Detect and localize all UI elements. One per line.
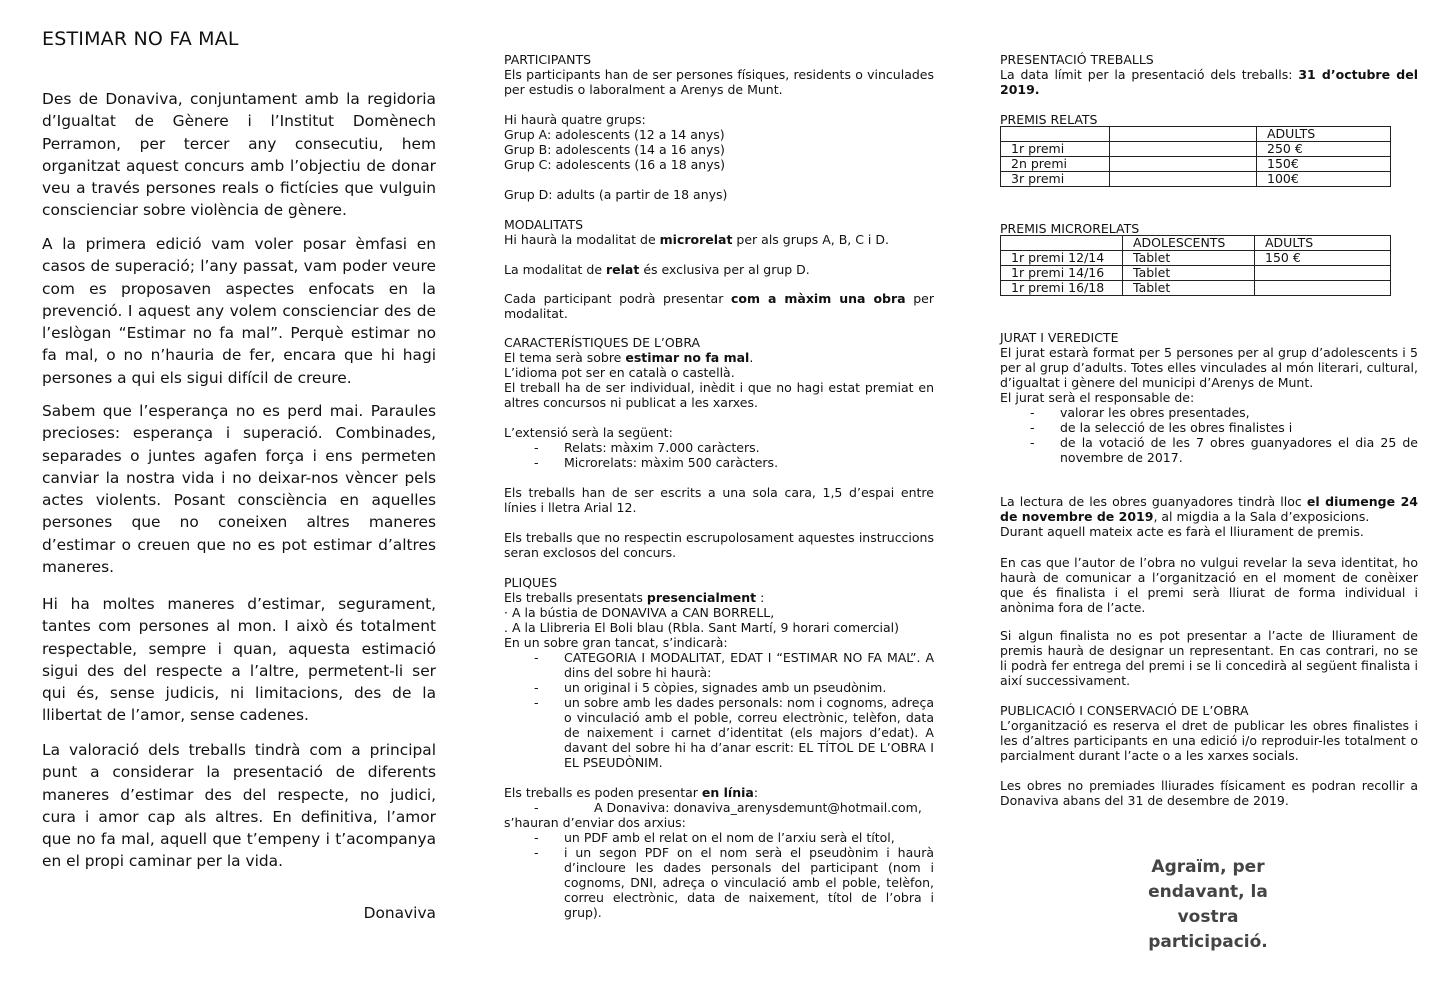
premis-relats-heading: PREMIS RELATS <box>1000 112 1098 127</box>
table-cell: 3r premi <box>1001 172 1110 187</box>
table-row <box>1001 157 1391 172</box>
table-header-adults: ADULTS <box>1257 127 1391 142</box>
publicacio-heading: PUBLICACIÓ I CONSERVACIÓ DE L’OBRA <box>1000 703 1249 718</box>
jurat-section <box>1000 330 1418 465</box>
table-cell <box>1110 157 1257 172</box>
participants-text: Els participants han de ser persones físiques, residents o vinculades per estudis o laboralment a Arenys de Munt. <box>504 67 934 97</box>
intro-paragraph-2: A la primera edició vam voler posar èmfasi en casos de superació; l’any passat, vam poder veure com es proposaven aspectes enfocats en la prevenció. I aquest any volem conscienciar des de l’eslògan “Estimar no fa mal”. Perquè estimar no fa mal, o no n’hauria de fer, encara que hi hagi persones a qui els sigui difícil de creure. <box>42 235 436 387</box>
modalitat-microrelat: Hi haurà la modalitat de microrelat per als grups A, B, C i D. <box>504 232 889 247</box>
sobre-intro: En un sobre gran tancat, s’indicarà: <box>504 635 728 650</box>
group-d: Grup D: adults (a partir de 18 anys) <box>504 187 728 202</box>
en-linia-intro: Els treballs es poden presentar en línia: <box>504 785 759 800</box>
email-line: - A Donaviva: donaviva_arenysdemunt@hotmail.com, <box>534 800 922 815</box>
table-cell <box>1110 142 1257 157</box>
modalitats-section <box>504 217 934 247</box>
dos-arxius-text: s’hauran d’enviar dos arxius: <box>504 815 686 830</box>
table-row <box>1001 142 1391 157</box>
table-cell: Tablet <box>1123 251 1255 266</box>
table-cell <box>1255 281 1391 296</box>
signature: Donaviva <box>363 904 436 922</box>
lectura-section <box>1000 494 1418 539</box>
data-limit-text: La data límit per la presentació dels treballs: 31 d’octubre del 2019. <box>1000 67 1418 97</box>
table-cell: 150€ <box>1257 157 1391 172</box>
table-cell <box>1110 172 1257 187</box>
table-row <box>1001 281 1391 296</box>
table-row <box>1001 251 1391 266</box>
pliques-heading: PLIQUES <box>504 575 558 590</box>
group-a: Grup A: adolescents (12 a 14 anys) <box>504 127 725 142</box>
individual-text: El treball ha de ser individual, inèdit i que no hagi estat premiat en altres concursos ni publicat a les xarxes. <box>504 380 934 410</box>
presentacio-section <box>1000 52 1418 97</box>
table-cell: Tablet <box>1123 281 1255 296</box>
lliurament-text: Durant aquell mateix acte es farà el lliurament de premis. <box>1000 524 1364 539</box>
presentacio-heading: PRESENTACIÓ TREBALLS <box>1000 52 1154 67</box>
publicacio-section <box>1000 703 1418 763</box>
sobre-item-categoria: - CATEGORIA I MODALITAT, EDAT I “ESTIMAR NO FA MAL”. A dins del sobre hi haurà: <box>534 650 934 680</box>
table-cell <box>1110 127 1257 142</box>
extensio-intro: L’extensió serà la següent: <box>504 425 673 440</box>
table-cell: 1r premi <box>1001 142 1110 157</box>
premis-microrelats-heading: PREMIS MICRORELATS <box>1000 221 1140 236</box>
table-cell: 1r premi 12/14 <box>1001 251 1123 266</box>
thanks-message: Agraïm, per endavant, la vostra participació. <box>1148 857 1268 952</box>
extensio-microrelats: - Microrelats: màxim 500 caràcters. <box>534 455 934 470</box>
bustia-text: · A la bústia de DONAVIVA a CAN BORRELL, <box>504 605 775 620</box>
email-text: A Donaviva: donaviva_arenysdemunt@hotmail.com, <box>594 800 922 815</box>
intro-paragraph-5: La valoració dels treballs tindrà com a principal punt a considerar la presentació de diferents maneres d’estimar des del respecte, no judici, cura i amor cap als altres. En definitiva, l’amor que no fa mal, aquell que t’empeny i t’acompanya en el propi caminar per la vida. <box>42 741 436 871</box>
publicacio-text: L’organització es reserva el dret de publicar les obres finalistes i les d’altres participants en una edició i/o reproduir-les totalment o parcialment durant l’acte o a les xarxes socials. <box>1000 718 1418 763</box>
extensio-section <box>504 425 934 470</box>
table-cell: 150 € <box>1255 251 1391 266</box>
jurat-item-seleccio: - de la selecció de les obres finalistes i <box>1030 420 1418 435</box>
table-row <box>1001 236 1391 251</box>
groups-intro: Hi haurà quatre grups: <box>504 112 646 127</box>
group-c: Grup C: adolescents (16 a 18 anys) <box>504 157 725 172</box>
table-header-adolescents: ADOLESCENTS <box>1123 236 1255 251</box>
no-premiades-text: Les obres no premiades lliurades físicament es podran recollir a Donaviva abans del 31 de desembre de 2019. <box>1000 778 1418 808</box>
exclosos-text: Els treballs que no respectin escrupolosament aquestes instruccions seran exclosos del concurs. <box>504 530 934 560</box>
groups-list <box>504 112 934 172</box>
table-cell <box>1255 266 1391 281</box>
pliques-section <box>504 575 934 770</box>
sobre-item-original: - un original i 5 còpies, signades amb un pseudònim. <box>534 680 934 695</box>
lectura-text: La lectura de les obres guanyadores tindrà lloc el diumenge 24 de novembre de 2019, al migdia a la Sala d’exposicions. <box>1000 494 1418 524</box>
table-cell: 250 € <box>1257 142 1391 157</box>
table-cell: 100€ <box>1257 172 1391 187</box>
intro-paragraph-4: Hi ha moltes maneres d’estimar, segurament, tantes com persones al mon. I això és totalment respectable, sempre i quan, aquesta estimació sigui des del respecte a l’altre, permetent-li ser qui és, sense judicis, ni limitacions, des de la llibertat de l’amor, sense cadenes. <box>42 595 436 725</box>
table-cell <box>1001 236 1123 251</box>
presencial-intro: Els treballs presentats presencialment : <box>504 590 765 605</box>
table-cell: Tablet <box>1123 266 1255 281</box>
participants-heading: PARTICIPANTS <box>504 52 592 67</box>
table-cell <box>1001 127 1110 142</box>
en-linia-section <box>504 785 934 920</box>
participants-section <box>504 52 934 97</box>
idioma-text: L’idioma pot ser en català o castellà. <box>504 365 735 380</box>
premis-microrelats-table <box>1000 235 1391 296</box>
group-b: Grup B: adolescents (14 a 16 anys) <box>504 142 725 157</box>
modalitat-maxim: Cada participant podrà presentar com a màxim una obra per modalitat. <box>504 291 934 321</box>
identitat-text: En cas que l’autor de l’obra no vulgui revelar la seva identitat, ho haurà de comunicar a l’organització en el moment de conèixer que és finalista i el premi serà lliurat de forma individual i anònima fora de l’acte. <box>1000 555 1418 615</box>
modalitats-heading: MODALITATS <box>504 217 584 232</box>
caracteristiques-section <box>504 335 934 410</box>
premis-relats-table <box>1000 126 1391 187</box>
jurat-text: El jurat estarà format per 5 persones per al grup d’adolescents i 5 per al grup d’adults. Totes elles vinculades al món literari, cultural, d’igualtat i gènere del municipi d’Arenys de Munt. <box>1000 345 1418 390</box>
representant-text: Si algun finalista no es pot presentar a l’acte de lliurament de premis haurà de designar un representant. En cas contrari, no se li podrà fer entrega del premi i se li concedirà al següent finalista i així successivament. <box>1000 628 1418 688</box>
llibreria-text: . A la Llibreria El Boli blau (Rbla. Sant Martí, 9 horari comercial) <box>504 620 900 635</box>
caracteristiques-heading: CARACTERÍSTIQUES DE L’OBRA <box>504 335 701 350</box>
intro-paragraph-3: Sabem que l’esperança no es perd mai. Paraules precioses: esperança i superació. Combinades, separades o juntes agafen força i ens permeten canviar la nostra vida i no deixar-nos vèncer pels actes violents. Posant consciència en aquelles persones que no coneixen altres maneres d’estimar o creuen que no es pot estimar d’altres maneres. <box>42 402 436 577</box>
jurat-responsable: El jurat serà el responsable de: <box>1000 390 1195 405</box>
table-cell: 1r premi 16/18 <box>1001 281 1123 296</box>
jurat-item-votacio: - de la votació de les 7 obres guanyadores el dia 25 de novembre de 2017. <box>1030 435 1418 465</box>
modalitat-relat: La modalitat de relat és exclusiva per al grup D. <box>504 262 810 277</box>
page-title: ESTIMAR NO FA MAL <box>42 28 239 50</box>
pdf-item-pseudonim: - i un segon PDF on el nom serà el pseudònim i haurà d’incloure les dades personals del participant (nom i cognoms, DNI, adreça o vinculació amb el poble, telèfon, correu electrònic, data de naixement, títol de l’obra i grup). <box>534 845 934 920</box>
jurat-item-valorar: - valorar les obres presentades, <box>1030 405 1418 420</box>
format-text: Els treballs han de ser escrits a una sola cara, 1,5 d’espai entre línies i lletra Arial 12. <box>504 485 934 515</box>
table-row <box>1001 127 1391 142</box>
table-row <box>1001 266 1391 281</box>
table-cell: 1r premi 14/16 <box>1001 266 1123 281</box>
table-row <box>1001 172 1391 187</box>
table-header-adults: ADULTS <box>1255 236 1391 251</box>
pdf-item-relat: - un PDF amb el relat on el nom de l’arxiu serà el títol, <box>534 830 934 845</box>
sobre-item-dades: - un sobre amb les dades personals: nom i cognoms, adreça o vinculació amb el poble, correu electrònic, telèfon, data de naixement i carnet d’identitat (els majors d’edat). A davant del sobre hi ha d’anar escrit: EL TÍTOL DE L’OBRA I EL PSEUDÒNIM. <box>534 695 934 770</box>
extensio-relats: - Relats: màxim 7.000 caràcters. <box>534 440 934 455</box>
table-cell: 2n premi <box>1001 157 1110 172</box>
jurat-heading: JURAT I VEREDICTE <box>1000 330 1119 345</box>
tema-text: El tema serà sobre estimar no fa mal. <box>504 350 754 365</box>
intro-paragraph-1: Des de Donaviva, conjuntament amb la regidoria d’Igualtat de Gènere i l’Institut Domènech Perramon, per tercer any consecutiu, hem organitzat aquest concurs amb l’objectiu de donar veu a través persones reals o fictícies que vulguin conscienciar sobre violència de gènere. <box>42 90 436 220</box>
